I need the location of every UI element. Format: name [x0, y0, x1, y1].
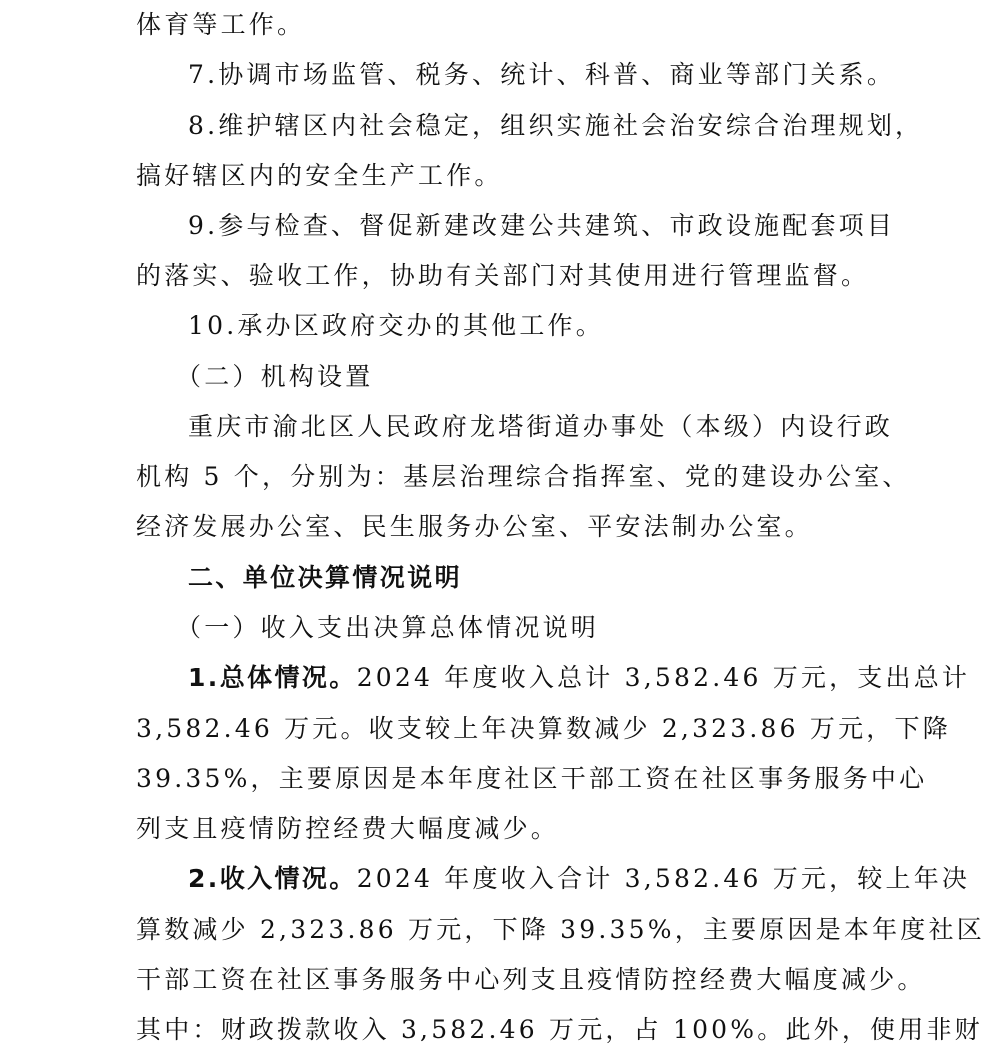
income-lead: 2.收入情况。 [188, 864, 357, 893]
list-item-8: 8.维护辖区内社会稳定，组织实施社会治安综合治理规划， [188, 111, 924, 140]
overall-lead: 1.总体情况。 [188, 663, 357, 692]
text-line: 列支且疫情防控经费大幅度减少。 [136, 814, 560, 843]
list-item-10: 10.承办区政府交办的其他工作。 [188, 311, 604, 340]
list-item-9: 9.参与检查、督促新建改建公共建筑、市政设施配套项目 [188, 211, 896, 240]
text-line: 机构 5 个，分别为：基层治理综合指挥室、党的建设办公室、 [136, 462, 911, 491]
subsection-heading: （二）机构设置 [176, 362, 374, 391]
text-line: 39.35%，主要原因是本年度社区干部工资在社区事务服务中心 [136, 764, 928, 793]
text-line: 算数减少 2,323.86 万元，下降 39.35%，主要原因是本年度社区 [136, 915, 985, 944]
overall-text: 2024 年度收入总计 3,582.46 万元，支出总计 [356, 663, 971, 692]
text-line: 搞好辖区内的安全生产工作。 [136, 161, 503, 190]
text-line: 干部工资在社区事务服务中心列支且疫情防控经费大幅度减少。 [136, 965, 926, 994]
income-text: 2024 年度收入合计 3,582.46 万元，较上年决 [356, 864, 971, 893]
paragraph-income-first-line [188, 862, 971, 896]
subsection-heading: （一）收入支出决算总体情况说明 [176, 613, 600, 642]
text-line: 体育等工作。 [136, 10, 306, 39]
text-line: 经济发展办公室、民生服务办公室、平安法制办公室。 [136, 512, 813, 541]
text-line: 重庆市渝北区人民政府龙塔街道办事处（本级）内设行政 [188, 412, 894, 441]
text-line: 3,582.46 万元。收支较上年决算数减少 2,323.86 万元，下降 [136, 714, 951, 743]
paragraph-overall-first-line [188, 661, 971, 695]
text-line: 其中：财政拨款收入 3,582.46 万元，占 100%。此外，使用非财 [136, 1015, 983, 1044]
text-line: 的落实、验收工作，协助有关部门对其使用进行管理监督。 [136, 261, 870, 290]
list-item-7: 7.协调市场监管、税务、统计、科普、商业等部门关系。 [188, 60, 896, 89]
section-heading: 二、单位决算情况说明 [188, 563, 463, 592]
